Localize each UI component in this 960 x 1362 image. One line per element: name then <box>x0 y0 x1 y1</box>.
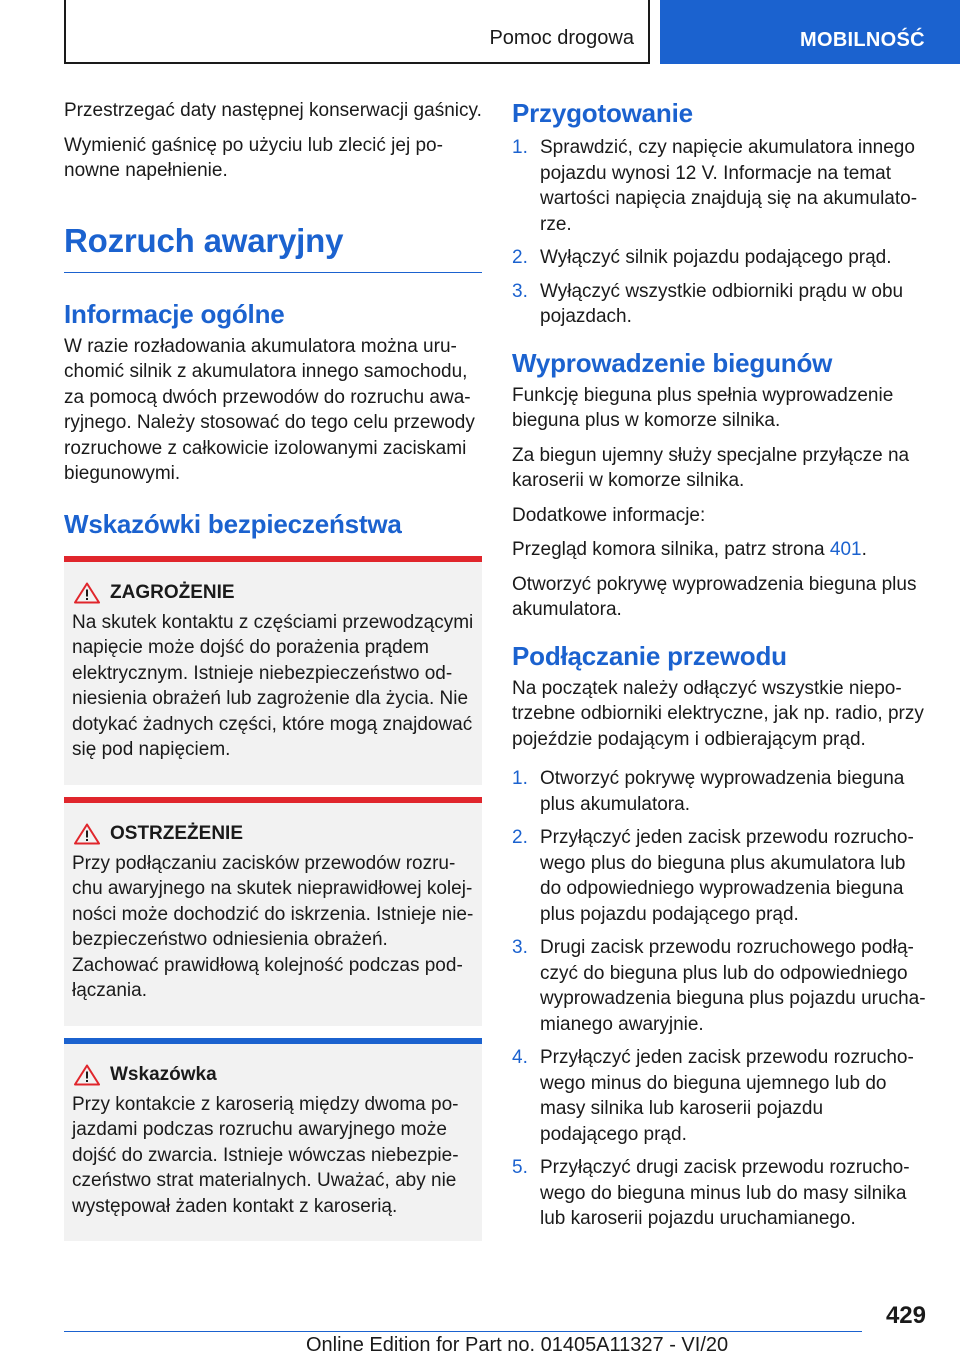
warning-triangle-icon <box>74 823 100 845</box>
list-item <box>512 1155 926 1232</box>
poles-paragraph-2: Za biegun ujemny służy specjalne przyłącze na karoserii w komorze silnika. <box>512 444 910 491</box>
danger-title: ZAGROŻENIE <box>110 581 235 603</box>
caution-text: Przy podłączaniu zacisków przewodów rozruchu awaryjnego na skutek nieprawidłowej kolejności może dochodzić do iskrzenia. Istnieje niebezpieczeństwo odniesienia obrażeń. Zachować prawidłową kolejność podczas podłączania. <box>72 852 474 1001</box>
intro-paragraph-1: Przestrzegać daty następnej konserwacji gaśnicy. <box>64 100 482 121</box>
period: . <box>861 539 867 560</box>
right-column <box>512 98 926 1242</box>
step-number: 4. <box>512 1047 528 1068</box>
step-text: Otworzyć pokrywę wyprowadzenia bieguna plus akumulatora. <box>540 768 905 815</box>
step-text: Przyłączyć jeden zacisk przewodu rozruchowego minus do bieguna ujemnego lub do masy silnika lub karoserii pojazdu podającego prąd. <box>540 1047 914 1145</box>
list-item <box>512 135 926 237</box>
warning-triangle-icon <box>74 582 100 604</box>
danger-text: Na skutek kontaktu z częściami przewodzącymi napięcie może dojść do porażenia prądem elektrycznym. Istnieje niebezpieczeństwo odniesienia obrażeń lub zagrożenie dla życia. Nie dotykać żadnych części, które mogą znajdować się pod napięciem. <box>72 611 474 760</box>
list-item <box>512 766 926 817</box>
header-chapter-tab <box>660 0 960 64</box>
step-text: Przyłączyć drugi zacisk przewodu rozruchowego do bieguna minus lub do masy silnika lub karoserii pojazdu uruchamianego. <box>540 1157 910 1229</box>
list-item <box>512 1045 926 1147</box>
step-text: Sprawdzić, czy napięcie akumulatora innego pojazdu wynosi 12 V. Informacje na temat wartości napięcia znajdują się na akumulatorze. <box>540 137 918 235</box>
poles-paragraph-1: Funkcję bieguna plus spełnia wyprowadzenie bieguna plus w komorze silnika. <box>512 384 894 431</box>
general-info-text: W razie rozładowania akumulatora można uruchomić silnik z akumulatora innego samochodu, za pomocą dwóch przewodów do rozruchu awaryjnego. Należy stosować do tego celu przewody rozruchowe z całkowicie izolowanymi zaciskami biegunowymi. <box>64 335 475 484</box>
preparation-heading: Przygotowanie <box>512 98 693 128</box>
notice-box <box>64 1038 482 1242</box>
page-title: Rozruch awaryjny <box>64 222 482 273</box>
connect-heading: Podłączanie przewodu <box>512 640 787 671</box>
list-item <box>512 825 926 927</box>
step-number: 1. <box>512 768 528 789</box>
list-item <box>512 279 926 330</box>
poles-heading: Wyprowadzenie biegunów <box>512 347 833 378</box>
poles-paragraph-5: Otworzyć pokrywę wyprowadzenia bieguna plus akumulatora. <box>512 573 917 620</box>
list-item <box>512 935 926 1037</box>
page-link-401[interactable]: 401 <box>829 539 862 560</box>
poles-paragraph-4 <box>512 537 926 563</box>
safety-heading: Wskazówki bezpieczeństwa <box>64 508 402 539</box>
step-number: 2. <box>512 247 528 268</box>
poles-paragraph-3: Dodatkowe informacje: <box>512 504 706 526</box>
list-item <box>512 245 926 271</box>
header-chapter-title: MOBILNOŚĆ <box>800 29 925 51</box>
step-text: Wyłączyć silnik pojazdu podającego prąd. <box>540 247 892 268</box>
edition-footer: Online Edition for Part no. 01405A11327 - VI/20 <box>306 1334 729 1356</box>
cross-reference-text: Przegląd komora silnika, patrz strona <box>512 539 830 560</box>
step-number: 5. <box>512 1157 528 1178</box>
footer-divider <box>64 1331 862 1332</box>
step-number: 3. <box>512 280 528 302</box>
connect-intro: Na początek należy odłączyć wszystkie niepotrzebne odbiorniki elektryczne, jak np. radio, przy pojeździe podającym i odbierającym prąd. <box>512 677 924 750</box>
page-number: 429 <box>885 1302 926 1329</box>
step-number: 2. <box>512 827 528 848</box>
header-section-title: Pomoc drogowa <box>489 27 634 49</box>
notice-text: Przy kontakcie z karoserią między dwoma pojazdami podczas rozruchu awaryjnego może dojść do zwarcia. Istnieje wówczas niebezpieczeństwo strat materialnych. Uważać, aby nie występował żaden kontakt z karoserią. <box>72 1093 459 1217</box>
left-column <box>64 98 482 1241</box>
preparation-steps <box>512 135 926 330</box>
step-text: Przyłączyć jeden zacisk przewodu rozruchowego plus do bieguna plus akumulatora lub do odpowiedniego wyprowadzenia bieguna plus pojazdu podającego prąd. <box>540 827 914 925</box>
step-text: Wyłączyć wszystkie odbiorniki prądu w obu pojazdach. <box>540 280 904 327</box>
connect-steps <box>512 766 926 1232</box>
warning-triangle-icon <box>74 1064 100 1086</box>
step-number: 1. <box>512 137 528 158</box>
step-number: 3. <box>512 937 528 958</box>
step-text: Drugi zacisk przewodu rozruchowego podłączyć do bieguna plus lub do odpowiedniego wyprowadzenia bieguna plus pojazdu uruchamianego awaryjnie. <box>540 937 926 1035</box>
intro-paragraph-2: Wymienić gaśnicę po użyciu lub zlecić jej ponowne napełnienie. <box>64 134 443 181</box>
caution-box <box>64 797 482 1026</box>
header-section-box <box>64 0 650 64</box>
danger-box <box>64 556 482 785</box>
notice-title: Wskazówka <box>110 1063 217 1085</box>
caution-title: OSTRZEŻENIE <box>110 822 244 844</box>
general-info-heading: Informacje ogólne <box>64 298 285 329</box>
